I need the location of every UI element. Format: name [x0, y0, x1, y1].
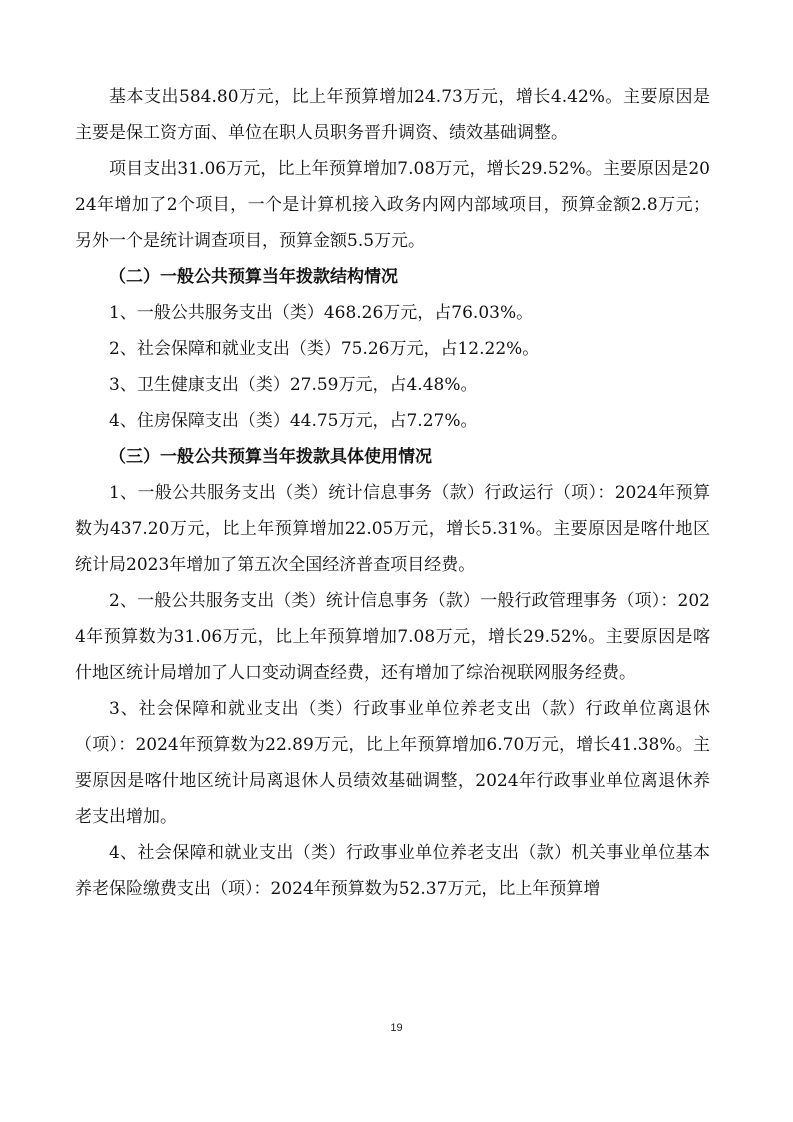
list-item-health: 3、卫生健康支出（类）27.59万元，占4.48%。	[109, 375, 478, 395]
paragraph-usage-retirement: 3、社会保障和就业支出（类）行政事业单位养老支出（款）行政单位离退休（项）：2024年预算数为22.89万元，比上年预算增加6.70万元，增长41.38%。主要原因是喀什地区统计局离退休人员绩效基础调整，2024年行政事业单位离退休养老支出增加。	[75, 699, 710, 827]
section-heading-structure: （二）一般公共预算当年拨款结构情况	[109, 267, 398, 287]
list-item-social-security: 2、社会保障和就业支出（类）75.26万元，占12.22%。	[109, 339, 540, 359]
document-body	[75, 79, 710, 907]
paragraph-basic-expenditure: 基本支出584.80万元，比上年预算增加24.73万元，增长4.42%。主要原因是主要是保工资方面、单位在职人员职务晋升调资、绩效基础调整。	[75, 87, 710, 143]
paragraph-project-expenditure: 项目支出31.06万元，比上年预算增加7.08万元，增长29.52%。主要原因是2024年增加了2个项目，一个是计算机接入政务内网内部域项目，预算金额2.8万元；另外一个是统计调查项目，预算金额5.5万元。	[75, 159, 710, 251]
paragraph-usage-pension-insurance: 4、社会保障和就业支出（类）行政事业单位养老支出（款）机关事业单位基本养老保险缴费支出（项）：2024年预算数为52.37万元，比上年预算增	[75, 843, 710, 899]
list-item-housing: 4、住房保障支出（类）44.75万元，占7.27%。	[109, 411, 478, 431]
section-heading-usage: （三）一般公共预算当年拨款具体使用情况	[109, 447, 432, 467]
paragraph-usage-general-admin: 2、一般公共服务支出（类）统计信息事务（款）一般行政管理事务（项）：2024年预算数为31.06万元，比上年预算增加7.08万元，增长29.52%。主要原因是喀什地区统计局增加了人口变动调查经费，还有增加了综治视联网服务经费。	[75, 591, 710, 683]
page-number: 19	[390, 1022, 403, 1034]
list-item-general-public-services: 1、一般公共服务支出（类）468.26万元，占76.03%。	[109, 303, 534, 323]
paragraph-usage-admin-operation: 1、一般公共服务支出（类）统计信息事务（款）行政运行（项）：2024年预算数为437.20万元，比上年预算增加22.05万元，增长5.31%。主要原因是喀什地区统计局2023年增加了第五次全国经济普查项目经费。	[75, 483, 710, 575]
